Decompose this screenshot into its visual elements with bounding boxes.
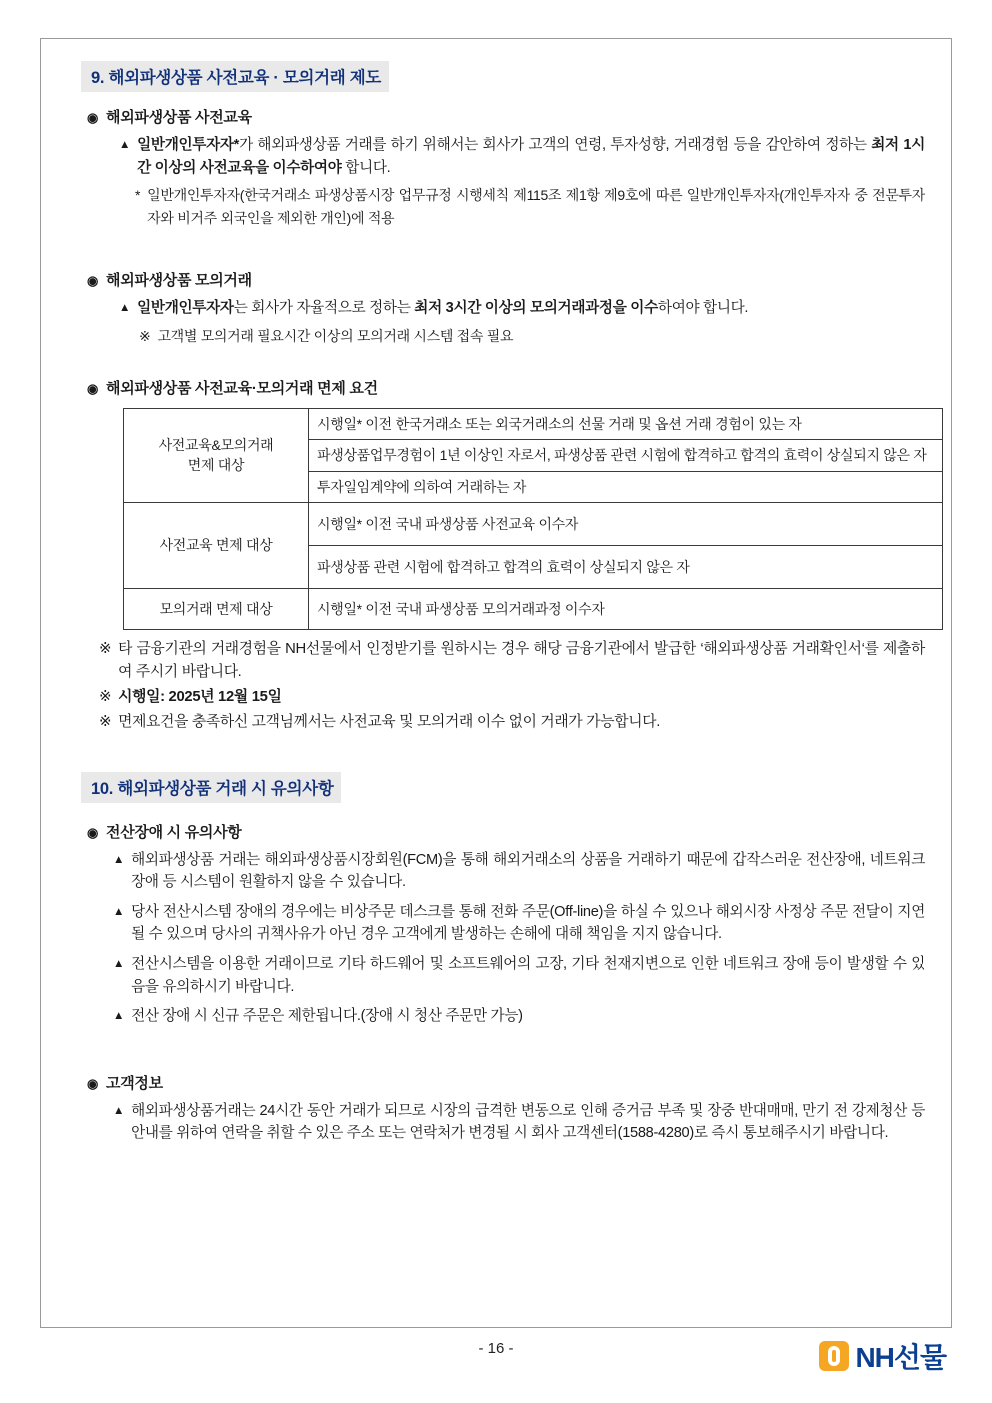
table-row-label: 사전교육&모의거래 면제 대상 <box>124 409 309 503</box>
bullet-item <box>113 901 925 946</box>
spacer <box>67 347 925 363</box>
bullet-text: 전산시스템을 이용한 거래이므로 기타 하드웨어 및 소프트웨어의 고장, 기타 천재지변으로 인한 네트워크 장애 등이 발생할 수 있음을 유의하시기 바랍니다. <box>131 956 925 995</box>
page-number: - 16 - <box>478 1340 514 1357</box>
circle-marker-icon: ◉ <box>87 824 99 840</box>
subsection-title: 전산장애 시 유의사항 <box>106 823 242 841</box>
table-cell: 시행일* 이전 한국거래소 또는 외국거래소의 선물 거래 및 옵션 거래 경험이 있는 자 <box>309 409 943 440</box>
table-cell: 파생상품업무경험이 1년 이상인 자로서, 파생상품 관련 시험에 합격하고 합격의 효력이 상실되지 않은 자 <box>309 440 943 471</box>
subsection-heading <box>87 269 925 290</box>
bullet-item <box>113 953 925 998</box>
reference-marker-icon: ※ <box>99 688 112 705</box>
table-row <box>124 409 943 440</box>
bullet-text: 당사 전산시스템 장애의 경우에는 비상주문 데스크를 통해 전화 주문(Off-line)을 하실 수 있으나 해외시장 사정상 주문 전달이 지연될 수 있으며 당사의 귀책사유가 아닌 경우 고객에게 발생하는 손해에 대해 책임을 지지 않습니다. <box>131 903 925 943</box>
table-cell: 시행일* 이전 국내 파생상품 사전교육 이수자 <box>309 502 943 545</box>
table-cell: 파생상품 관련 시험에 합격하고 합격의 효력이 상실되지 않은 자 <box>309 545 943 588</box>
table-row <box>124 502 943 545</box>
triangle-marker-icon: ▲ <box>119 302 131 314</box>
spacer <box>67 229 925 255</box>
reference-item <box>99 638 925 684</box>
triangle-marker-icon: ▲ <box>119 139 131 151</box>
effective-date-text: 시행일: 2025년 12월 15일 <box>118 688 282 705</box>
table-row <box>124 588 943 629</box>
reference-marker-icon: ※ <box>139 327 151 344</box>
bullet-text: 전산 장애 시 신규 주문은 제한됩니다.(장애 시 청산 주문만 가능) <box>131 1008 523 1025</box>
section-heading-9 <box>81 61 925 92</box>
subsection-title: 해외파생상품 사전교육·모의거래 면제 요건 <box>106 380 378 397</box>
subsection-title: 해외파생상품 사전교육 <box>106 109 252 126</box>
section-title-text: 10. 해외파생상품 거래 시 유의사항 <box>81 772 341 803</box>
subsection-heading <box>87 377 925 398</box>
asterisk-marker-icon: * <box>135 187 141 204</box>
reference-text: 타 금융기관의 거래경험을 NH선물에서 인정받기를 원하시는 경우 해당 금융기관에서 발급한 ‘해외파생상품 거래확인서‘를 제출하여 주시기 바랍니다. <box>118 640 925 680</box>
exemption-requirements-table <box>123 408 943 630</box>
spacer <box>67 734 925 772</box>
footnote-text: 일반개인투자자(한국거래소 파생상품시장 업무규정 시행세칙 제115조 제1항 제9호에 따른 일반개인투자자(개인투자자 중 전문투자자와 비거주 외국인을 제외한 개인)에 적용 <box>147 187 925 226</box>
reference-marker-icon: ※ <box>99 713 112 730</box>
triangle-marker-icon: ▲ <box>113 853 125 866</box>
bullet-text: 일반개인투자자는 회사가 자율적으로 정하는 최저 3시간 이상의 모의거래과정을 이수하여야 합니다. <box>137 300 749 316</box>
circle-marker-icon: ◉ <box>87 110 99 125</box>
triangle-marker-icon: ▲ <box>113 1010 125 1023</box>
section-heading-10 <box>81 772 925 803</box>
subsection-title: 고객정보 <box>106 1074 163 1092</box>
bullet-text: 일반개인투자자*가 해외파생상품 거래를 하기 위해서는 회사가 고객의 연령, 투자성향, 거래경험 등을 감안하여 정하는 최저 1시간 이상의 사전교육을 이수하여야 합니다. <box>137 137 925 176</box>
circle-marker-icon: ◉ <box>87 1075 99 1091</box>
reference-item <box>99 711 925 734</box>
bullet-item <box>119 297 925 320</box>
brand-logo <box>819 1336 946 1376</box>
table-row-label: 모의거래 면제 대상 <box>124 588 309 629</box>
reference-marker-icon: ※ <box>99 640 112 657</box>
bullet-item <box>113 1005 925 1028</box>
footnote-item <box>135 184 925 229</box>
table-cell: 투자일임계약에 의하여 거래하는 자 <box>309 471 943 502</box>
bullet-text: 해외파생상품 거래는 해외파생상품시장회원(FCM)을 통해 해외거래소의 상품을 거래하기 때문에 갑작스러운 전산장애, 네트워크 장애 등 시스템이 원활하지 않을 수 있습니다. <box>131 851 925 891</box>
bullet-item <box>119 134 925 179</box>
triangle-marker-icon: ▲ <box>113 1104 125 1117</box>
table-row-label: 사전교육 면제 대상 <box>124 502 309 588</box>
bullet-item <box>113 1100 925 1145</box>
section-title-text: 9. 해외파생상품 사전교육 · 모의거래 제도 <box>81 61 389 92</box>
reference-text: 면제요건을 충족하신 고객님께서는 사전교육 및 모의거래 이수 없이 거래가 가능합니다. <box>118 713 660 730</box>
subsection-heading <box>87 1072 925 1093</box>
reference-text: 고객별 모의거래 필요시간 이상의 모의거래 시스템 접속 필요 <box>157 327 514 344</box>
triangle-marker-icon: ▲ <box>113 958 125 971</box>
reference-item <box>139 325 925 347</box>
nh-logo-icon <box>819 1341 849 1371</box>
subsection-title: 해외파생상품 모의거래 <box>106 272 252 289</box>
circle-marker-icon: ◉ <box>87 273 99 288</box>
bullet-item <box>113 849 925 894</box>
spacer <box>67 1028 925 1058</box>
table-cell: 시행일* 이전 국내 파생상품 모의거래과정 이수자 <box>309 588 943 629</box>
subsection-heading <box>87 106 925 127</box>
document-page <box>40 38 952 1328</box>
bullet-text: 해외파생상품거래는 24시간 동안 거래가 되므로 시장의 급격한 변동으로 인해 증거금 부족 및 장중 반대매매, 만기 전 강제청산 등 안내를 위하여 연락을 취할 수 있은 주소 또는 연락처가 변경될 시 회사 고객센터(1588-4280)로 즉시 통보해주시기 바랍니다. <box>131 1102 925 1142</box>
subsection-heading <box>87 821 925 842</box>
brand-name: NH선물 <box>855 1342 946 1373</box>
triangle-marker-icon: ▲ <box>113 905 125 918</box>
circle-marker-icon: ◉ <box>87 381 99 396</box>
reference-item <box>99 686 925 709</box>
